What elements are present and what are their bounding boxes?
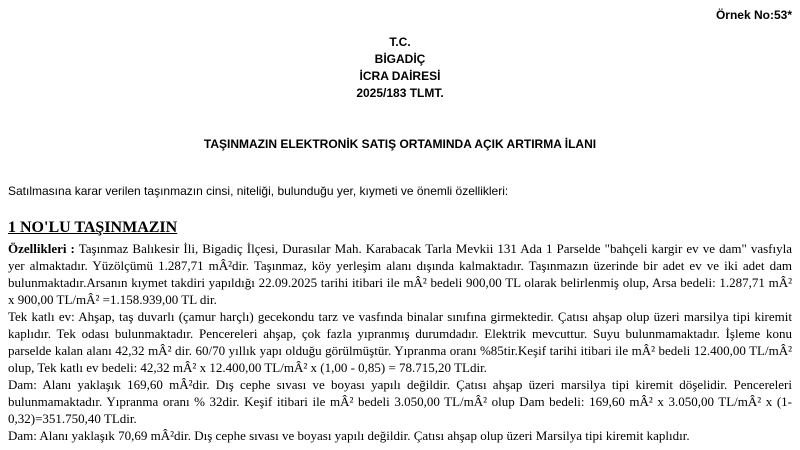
header-line-office: İCRA DAİRESİ xyxy=(359,69,441,83)
features-paragraph xyxy=(8,240,792,308)
announcement-title: TAŞINMAZIN ELEKTRONİK SATIŞ ORTAMINDA AÇIK ARTIRMA İLANI xyxy=(203,137,597,151)
barn-paragraph-2: Dam: Alanı yaklaşık 70,69 mÂ²dir. Dış cephe sıvası ve boyası yapılı değildir. Çatısı ahşap olup üzeri Marsilya tipi kiremit kaplıdır. xyxy=(8,428,690,443)
features-label: Özellikleri : xyxy=(8,241,75,256)
header-line-city: BİGADİÇ xyxy=(374,52,426,66)
intro-text: Satılmasına karar verilen taşınmazın cinsi, niteliği, bulunduğu yer, kıymeti ve önemli özellikleri: xyxy=(8,184,509,198)
office-header xyxy=(0,34,800,102)
header-line-file-no: 2025/183 TLMT. xyxy=(356,86,444,100)
property-heading: 1 NO'LU TAŞINMAZIN xyxy=(8,219,178,236)
barn-paragraph-1: Dam: Alanı yaklaşık 169,60 mÂ²dir. Dış cephe sıvası ve boyası yapılı değildir. Çatısı ahşap üzeri marsilya tipi kiremit döşelidir. Pencereleri bulunmamaktadır. Yıpranma oranı % 32dir. Keşif itibari ile mÂ² bedeli 3.050,00 TL/mÂ² olup Dam bedeli: 169,60 mÂ² x 3.050,00 TL/mÂ² x (1-0,32)=351.750,40 TLdir. xyxy=(8,377,792,426)
header-line-tc: T.C. xyxy=(389,35,411,49)
property-description xyxy=(8,240,792,444)
house-paragraph: Tek katlı ev: Ahşap, taş duvarlı (çamur harçlı) gecekondu tarz ve vasfında binalar sınıfına girmektedir. Çatısı ahşap olup üzeri marsilya tipi kiremit kaplıdır. Tek odası bulunmaktadır. Pencereleri ahşap, çok fazla yıpranmış durumdadır. Elektrik mevcuttur. Suyu bulunmamaktadır. İşleme konu parselde kalan alanı 42,32 mÂ² dir. 60/70 yıllık yapı olduğu görülmüştür. Yıpranma oranı %85tir.Keşif tarihi itibari ile mÂ² bedeli 12.400,00 TL/mÂ² olup, Tek katlı ev bedeli: 42,32 mÂ² x 12.400,00 TL/mÂ² x (1,00 - 0,85) = 78.715,20 TLdir. xyxy=(8,309,792,375)
features-text: Taşınmaz Balıkesir İli, Bigadiç İlçesi, Durasılar Mah. Karabacak Tarla Mevkii 131 Ada 1 Parselde "bahçeli kargir ev ve dam" vasfıyla yer almaktadır. Yüzölçümü 1.287,71 mÂ²dir. Taşınmaz, köy yerleşim alanı dışında kalmaktadır. Taşınmazın üzerinde bir adet ev ve iki adet dam bulunmaktadır.Arsanın kıymet takdiri yapıldığı 22.09.2025 tarihi itibari ile mÂ² bedeli 900,00 TL olarak belirlenmiş olup, Arsa bedeli: 1.287,71 mÂ² x 900,00 TL/mÂ² =1.158.939,00 TL dir. xyxy=(8,241,792,307)
sample-number: Örnek No:53* xyxy=(715,8,792,22)
